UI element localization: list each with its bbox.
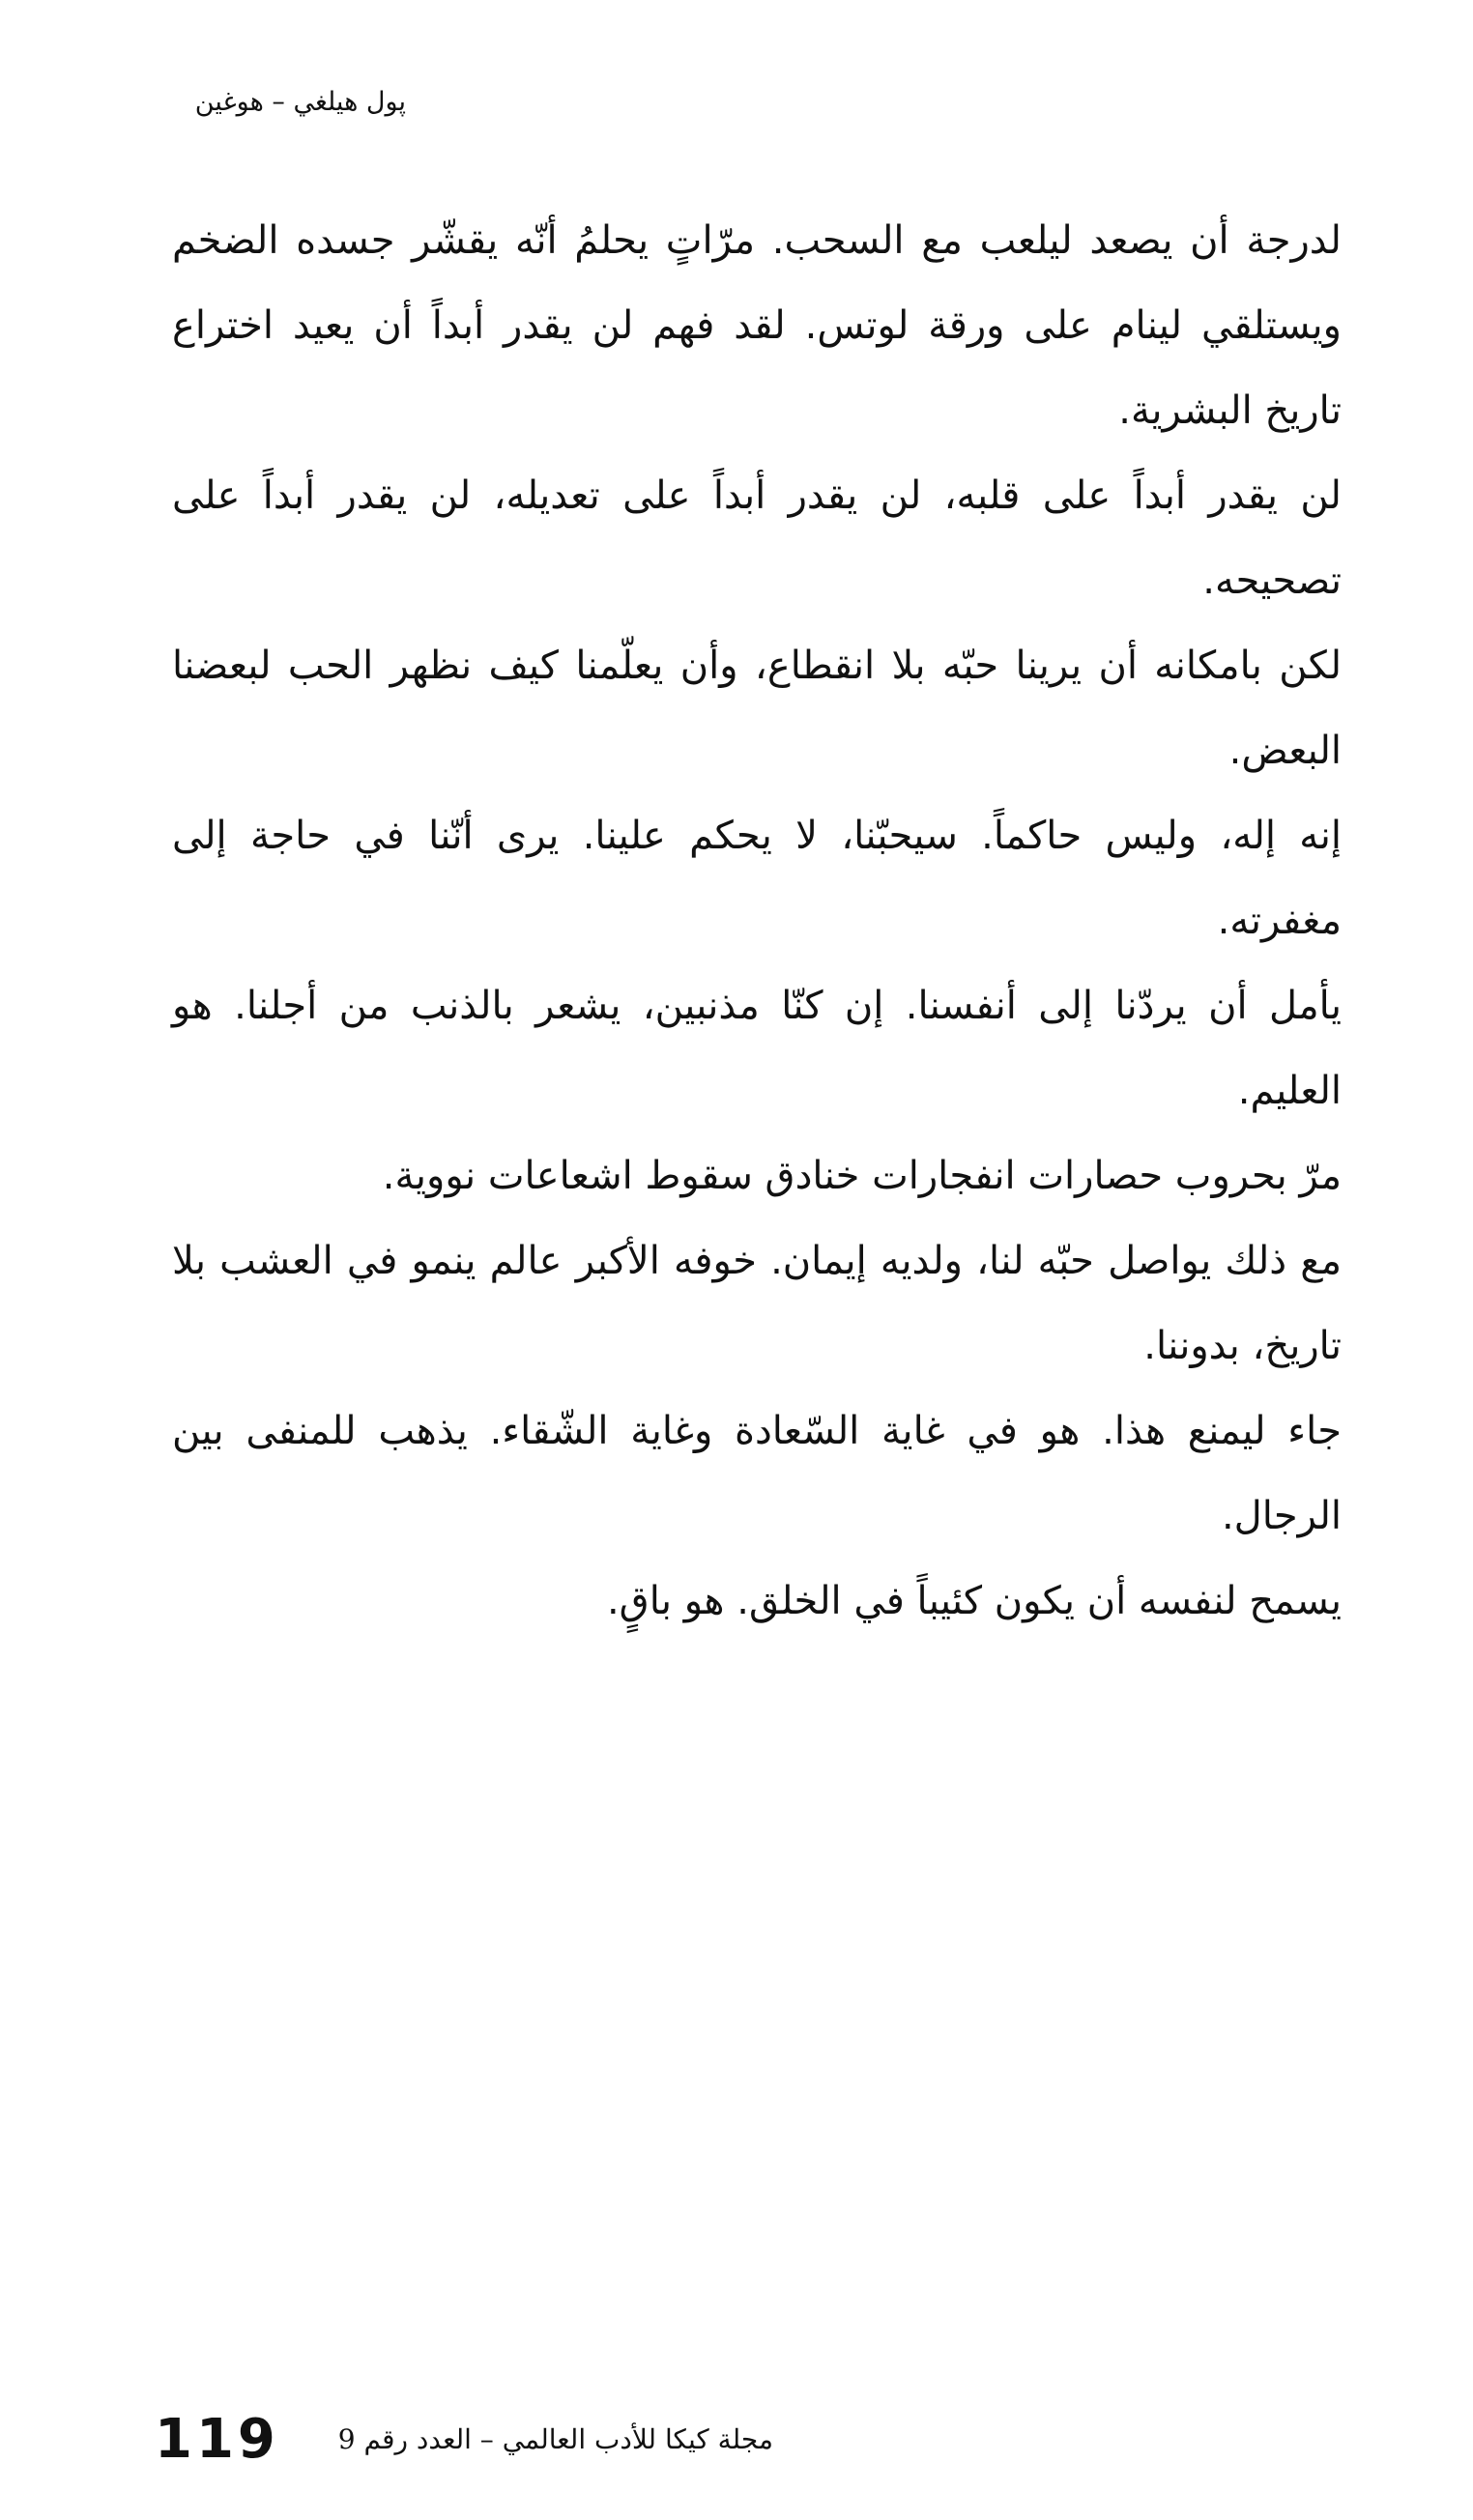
paragraph: إنه إله، وليس حاكماً. سيحبّنا، لا يحكم علينا. يرى أنّنا في حاجة إلى مغفرته.	[172, 814, 1342, 943]
paragraph: مع ذلك يواصل حبّه لنا، ولديه إيمان. خوفه الأكبر عالم ينمو في العشب بلا تاريخ، بدوننا.	[172, 1239, 1342, 1368]
page-number: 119	[155, 2408, 279, 2471]
journal-line: مجلة كيكا للأدب العالمي – العدد رقم 9	[337, 2423, 773, 2455]
paragraph: جاء ليمنع هذا. هو في غاية السّعادة وغاية الشّقاء. يذهب للمنفى بين الرجال.	[172, 1409, 1342, 1538]
running-head: پول هيلغي – هوغين	[194, 87, 406, 117]
paragraph: لدرجة أن يصعد ليلعب مع السحب. مرّاتٍ يحلمُ أنّه يقشّر جسده الضخم ويستلقي لينام على ورقة لوتس. لقد فهم لن يقدر أبداً أن يعيد اختراع تاريخ البشرية.	[172, 218, 1342, 433]
page-footer	[155, 2408, 773, 2471]
paragraph: مرّ بحروب حصارات انفجارات خنادق سقوط اشعاعات نووية.	[382, 1154, 1342, 1198]
paragraph: لكن بامكانه أن يرينا حبّه بلا انقطاع، وأن يعلّمنا كيف نظهر الحب لبعضنا البعض.	[172, 644, 1342, 773]
paragraph: يسمح لنفسه أن يكون كئيباً في الخلق. هو باقٍ.	[606, 1579, 1342, 1623]
paragraph: لن يقدر أبداً على قلبه، لن يقدر أبداً على تعديله، لن يقدر أبداً على تصحيحه.	[172, 473, 1342, 603]
paragraph: يأمل أن يردّنا إلى أنفسنا. إن كنّا مذنبين، يشعر بالذنب من أجلنا. هو العليم.	[172, 984, 1342, 1113]
body-text	[172, 198, 1342, 1644]
